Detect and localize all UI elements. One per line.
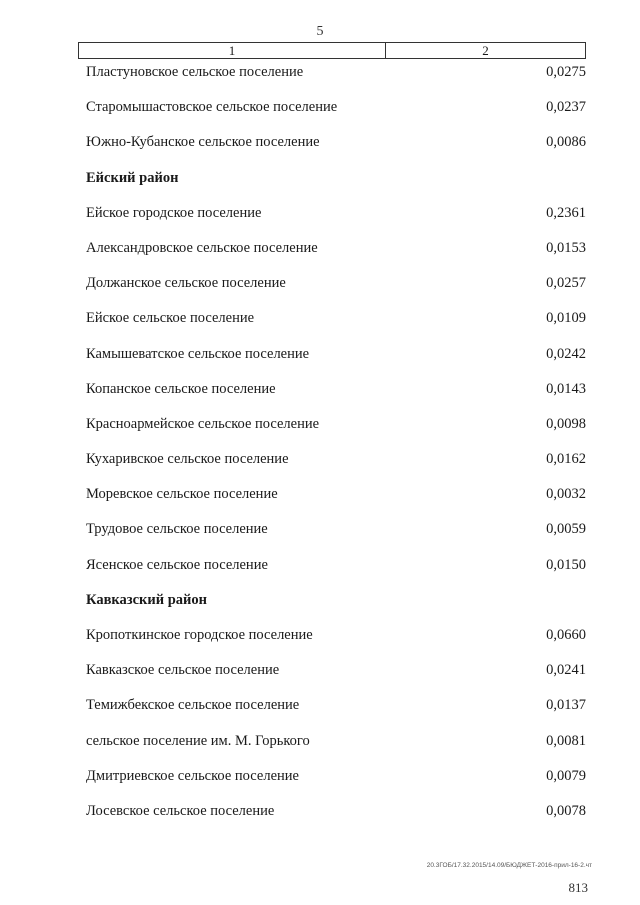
settlement-name: Темижбекское сельское поселение: [86, 697, 300, 714]
table-row: [0, 695, 640, 730]
coefficient-value: 0,0162: [546, 451, 586, 468]
column-header-1: 1: [79, 43, 386, 58]
settlement-name: Моревское сельское поселение: [86, 486, 278, 503]
table-row: [0, 484, 640, 519]
coefficient-value: 0,0098: [546, 415, 586, 432]
table-row: [0, 555, 640, 590]
table-row: [0, 273, 640, 308]
table-row: [0, 379, 640, 414]
settlement-name: Дмитриевское сельское поселение: [86, 767, 299, 784]
settlement-name: Трудовое сельское поселение: [86, 521, 268, 538]
settlement-name: Кропоткинское городское поселение: [86, 627, 313, 643]
settlement-name: Старомышастовское сельское поселение: [86, 99, 338, 116]
settlement-name: Пластуновское сельское поселение: [86, 64, 304, 80]
table-row: [0, 766, 640, 801]
settlement-name: Копанское сельское поселение: [86, 380, 276, 397]
coefficient-value: 0,0109: [546, 310, 586, 327]
page-number: 5: [316, 24, 324, 39]
settlement-name: Камышеватское сельское поселение: [86, 345, 310, 362]
settlement-name: Ейское сельское поселение: [86, 310, 255, 327]
coefficient-value: 0,0257: [546, 275, 586, 292]
table-row: [0, 344, 640, 379]
settlement-name: Кавказское сельское поселение: [86, 662, 280, 679]
table-row: [0, 660, 640, 695]
table-row: [0, 62, 640, 97]
footer-document-code: 20.3ГОБ/17.32.2015/14.09/БЮДЖЕТ-2016-прил-16-2.чт: [426, 862, 592, 869]
section-heading: Ейский район: [86, 169, 179, 186]
table-row: [0, 308, 640, 343]
settlement-name: Александровское сельское поселение: [86, 239, 318, 256]
settlement-name: Южно-Кубанское сельское поселение: [86, 134, 320, 151]
coefficient-value: 0,0660: [546, 627, 586, 643]
table-row: [0, 449, 640, 484]
coefficient-value: 0,0242: [546, 345, 586, 362]
coefficient-value: 0,0275: [546, 64, 586, 80]
coefficient-value: 0,0059: [546, 521, 586, 538]
column-header-2: 2: [482, 43, 489, 58]
coefficient-value: 0,0237: [546, 99, 586, 116]
settlement-name: Кухаривское сельское поселение: [86, 451, 289, 468]
coefficient-value: 0,0078: [546, 802, 586, 819]
settlement-name: Ясенское сельское поселение: [86, 556, 268, 573]
section-heading: Кавказский район: [86, 591, 208, 608]
coefficient-value: 0,0079: [546, 767, 586, 784]
settlement-name: Ейское городское поселение: [86, 204, 262, 221]
coefficient-value: 0,0143: [546, 380, 586, 397]
column-header-row: [78, 42, 586, 59]
section-heading-row: [0, 590, 640, 625]
section-heading-row: [0, 168, 640, 203]
table-row: [0, 625, 640, 660]
table-row: [0, 801, 640, 836]
table-body: [0, 62, 640, 836]
coefficient-value: 0,0081: [546, 732, 586, 749]
table-row: [0, 132, 640, 167]
coefficient-value: 0,0241: [546, 662, 586, 679]
table-row: [0, 203, 640, 238]
coefficient-value: 0,0086: [546, 134, 586, 151]
settlement-name: Лосевское сельское поселение: [86, 802, 275, 819]
settlement-name: сельское поселение им. М. Горького: [86, 732, 310, 749]
settlement-name: Красноармейское сельское поселение: [86, 415, 320, 432]
footer-page-number: 813: [568, 880, 588, 895]
table-row: [0, 519, 640, 554]
table-row: [0, 414, 640, 449]
coefficient-value: 0,0137: [546, 697, 586, 714]
table-row: [0, 238, 640, 273]
table-row: [0, 97, 640, 132]
coefficient-value: 0,0032: [546, 486, 586, 503]
table-row: [0, 731, 640, 766]
coefficient-value: 0,2361: [546, 204, 586, 221]
settlement-name: Должанское сельское поселение: [86, 275, 286, 292]
coefficient-value: 0,0153: [546, 239, 586, 256]
coefficient-value: 0,0150: [546, 556, 586, 573]
